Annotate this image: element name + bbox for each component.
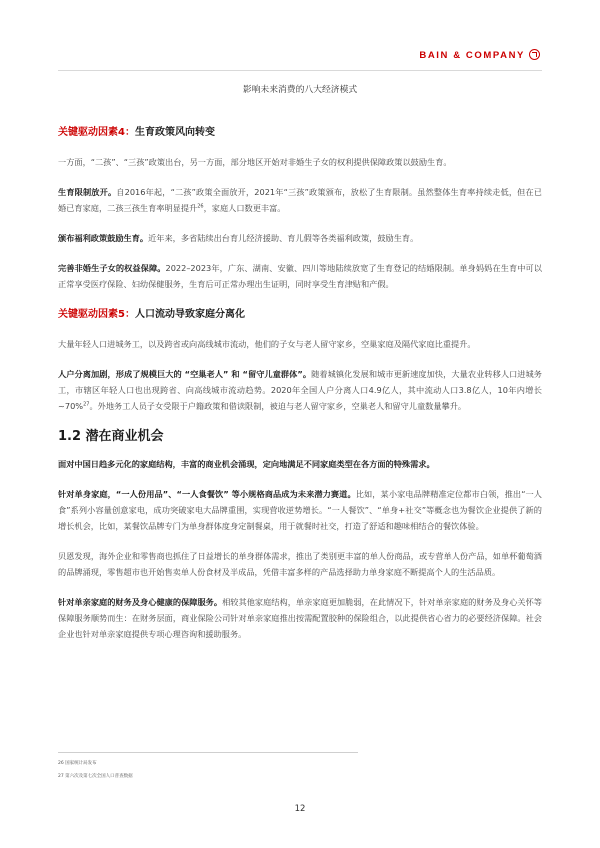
bain-logo-icon: [529, 49, 540, 60]
driver5-title: 人口流动导致家庭分离化: [134, 309, 245, 320]
footnote-26: 26 国家统计局发布: [58, 761, 97, 766]
footnote-ref-26: 26: [197, 203, 204, 210]
footnote-divider: [58, 752, 358, 753]
section-lead: 面对中国日趋多元化的家庭结构，丰富的商业机会涌现，定向地满足不同家庭类型在各方面的特殊需求。: [58, 459, 435, 469]
footnote-27: 27 第六次及第七次全国人口普查数据: [58, 774, 133, 779]
section-paragraph-1: 针对单身家庭，“一人份用品”、“一人食餐饮” 等小规格商品成为未来潜力赛道。比如，某小家电品牌精准定位都市白领，推出“一人食”系列小容量创意家电，成功突破家电大品牌重围，实现营收逆势增长。“一人餐饮”、“单身+社交”等概念也为餐饮企业提供了新的增长机会，比如，某餐饮品牌专门为单身群体度身定制餐桌，用于就餐时社交，打造了舒适和趣味相结合的餐饮体验。: [58, 489, 542, 531]
page-number: 12: [294, 804, 306, 814]
footnote-ref-27: 27: [83, 401, 90, 408]
driver5-paragraph-1: 人户分离加剧，形成了规模巨大的 “空巢老人” 和 “留守儿童群体”。随着城镇化发展和城市更新速度加快，大量农业转移人口进城务工，市辖区年轻人口也出现跨省、向高线城市流动趋势。2020年全国人户分离人口4.9亿人，其中流动人口3.8亿人，10年内增长~70%$^{27}$。外地务工人员子女受限于户籍政策和借读限制，被迫与老人留守家乡，空巢老人和留守儿童数量攀升。: [58, 369, 542, 411]
brand-name: BAIN & COMPANY: [419, 50, 525, 61]
driver4-paragraph-2: 颁布福利政策鼓励生育。近年来，多省陆续出台育儿经济援助、育儿假等各类福利政策，鼓励生育。: [58, 233, 419, 243]
driver5-heading: [58, 308, 542, 322]
driver4-intro: 一方面，“二孩”、“三孩”政策出台，另一方面，部分地区开始对非婚生子女的权利提供保障政策以鼓励生育。: [58, 157, 452, 167]
section-heading: 1.2 潜在商业机会: [58, 429, 164, 444]
driver4-paragraph-1: 生育限制放开。自2016年起，“二孩”政策全面放开，2021年“三孩”政策颁布，放松了生育限制。虽然整体生育率持续走低，但在已婚已育家庭，二孩三孩生育率明显提升$^{26}$，家庭人口数更丰富。: [58, 187, 542, 213]
driver4-tag: 关键驱动因素4：: [58, 127, 135, 138]
driver4-heading: [58, 126, 542, 140]
section-paragraph-2: 贝恩发现，海外企业和零售商也抓住了日益增长的单身群体需求，推出了类别更丰富的单人份商品，或专营单人份产品，如单杯葡萄酒的品牌涌现，零售超市也开始售卖单人份食材及半成品，凭借丰富多样的产品选择助力单身家庭不断提高个人的生活品质。: [58, 551, 542, 577]
brand-logo: [0, 49, 540, 61]
driver5-tag: 关键驱动因素5：: [58, 309, 135, 320]
driver4-paragraph-3: 完善非婚生子女的权益保障。2022–2023年，广东、湖南、安徽、四川等地陆续放宽了生育登记的结婚限制。单身妈妈在生育中可以正常享受医疗保险、妇幼保健服务，生育后可正常办理出生证明，同时享受生育津贴和产假。: [58, 263, 542, 289]
header-divider: [58, 70, 542, 71]
section-paragraph-3: 针对单亲家庭的财务及身心健康的保障服务。相较其他家庭结构，单亲家庭更加脆弱，在此情况下，针对单亲家庭的财务及身心关怀等保障服务顺势而生：在财务层面，商业保险公司针对单亲家庭推出按需配置胶种的保险组合，以此提供省心省力的必要经济保障。社会企业也针对单亲家庭提供专项心理咨询和援助服务。: [58, 597, 542, 639]
driver4-title: 生育政策风向转变: [134, 127, 215, 138]
main-content: [58, 126, 542, 642]
page-subtitle: 影响未来消费的八大经济模式: [242, 85, 358, 95]
driver5-intro: 大量年轻人口进城务工，以及跨省或向高线城市流动，他们的子女与老人留守家乡，空巢家庭及隔代家庭比重提升。: [58, 339, 476, 349]
